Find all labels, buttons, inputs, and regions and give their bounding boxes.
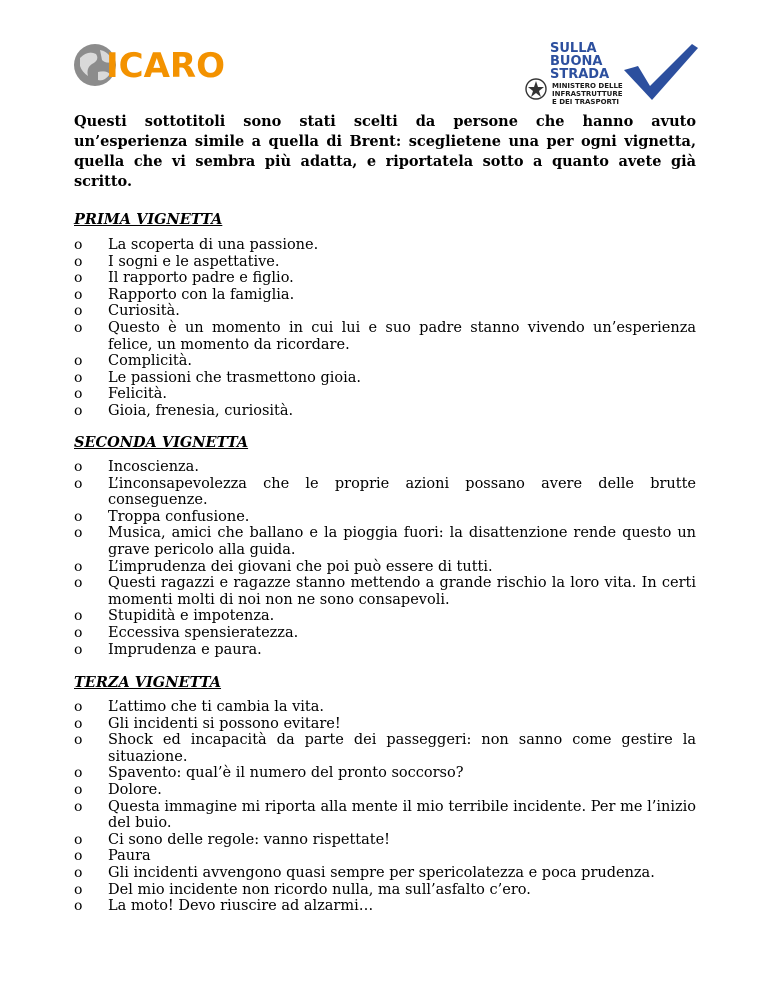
bullet-icon: o (74, 508, 83, 525)
republic-emblem-icon (524, 76, 548, 102)
bullet-icon: o (74, 881, 83, 898)
list-item (74, 403, 696, 420)
section-title-prima: PRIMA VIGNETTA (74, 211, 223, 228)
bullet-icon: o (74, 781, 83, 798)
list-item-text: L’attimo che ti cambia la vita. (108, 699, 324, 715)
list-item-text: Shock ed incapacità da parte dei passeggeri: non sanno come gestire la situazione. (108, 732, 696, 765)
bullet-icon: o (74, 831, 83, 848)
list-item-text: Rapporto con la famiglia. (108, 286, 295, 303)
bullet-icon: o (74, 286, 83, 303)
list-item (74, 303, 696, 320)
bullet-icon: o (74, 253, 83, 270)
bullet-icon: o (74, 699, 83, 715)
bullet-icon: o (74, 641, 83, 658)
list-item-text: La moto! Devo riuscire ad alzarmi… (108, 898, 374, 915)
bullet-icon: o (74, 715, 83, 732)
list-item-text: Questa immagine mi riporta alla mente il mio terribile incidente. Per me l’inizio del buio. (108, 798, 696, 832)
list-item-text: Gioia, frenesia, curiosità. (108, 402, 294, 419)
list-item (74, 386, 696, 403)
list-item-text: Incoscienza. (108, 459, 199, 475)
list-item (74, 848, 696, 865)
bullet-icon: o (74, 864, 83, 881)
list-item (74, 237, 696, 254)
list-item-text: Paura (108, 848, 151, 865)
list-item-text: Questo è un momento in cui lui e suo padre stanno vivendo un’esperienza felice, un momento da ricordare. (108, 319, 696, 353)
list-item (74, 782, 696, 799)
list-item-text: L’imprudenza dei giovani che poi può essere di tutti. (108, 558, 493, 575)
section-title-seconda: SECONDA VIGNETTA (74, 434, 249, 451)
bullet-icon: o (74, 369, 83, 386)
list-item (74, 625, 696, 642)
bullet-icon: o (74, 386, 83, 403)
list-item-text: Musica, amici che ballano e la pioggia fuori: la disattenzione rende questo un grave pericolo alla guida. (108, 525, 696, 558)
list-item-text: Eccessiva spensieratezza. (108, 624, 299, 641)
bullet-icon: o (74, 319, 83, 336)
list-item (74, 575, 696, 608)
bullet-icon: o (74, 237, 83, 253)
list-item (74, 559, 696, 576)
bullet-icon: o (74, 575, 83, 592)
list-item (74, 270, 696, 287)
list-item (74, 320, 696, 353)
section-title-terza: TERZA VIGNETTA (74, 674, 222, 691)
list-item (74, 699, 696, 716)
list-item-text: Imprudenza e paura. (108, 641, 262, 658)
list-item (74, 716, 696, 733)
sulla-buona-strada-logo (524, 38, 700, 104)
list-item-text: Felicità. (108, 386, 167, 403)
bullet-icon: o (74, 608, 83, 625)
bullet-icon: o (74, 624, 83, 641)
list-item-text: L’inconsapevolezza che le proprie azioni possano avere delle brutte conseguenze. (108, 475, 696, 509)
list-item (74, 898, 696, 915)
icaro-logo (72, 42, 224, 90)
bullet-icon: o (74, 475, 83, 492)
ministry-line-1: MINISTERO DELLE (552, 82, 623, 90)
list-item-text: Dolore. (108, 781, 162, 798)
list-item (74, 832, 696, 849)
list-prima-vignetta (74, 237, 696, 420)
bullet-icon: o (74, 898, 83, 915)
bullet-icon: o (74, 558, 83, 575)
list-item-text: Ci sono delle regole: vanno rispettate! (108, 831, 391, 848)
list-item (74, 642, 696, 659)
list-item (74, 254, 696, 271)
list-item-text: Il rapporto padre e figlio. (108, 270, 294, 287)
list-item-text: Spavento: qual’è il numero del pronto soccorso? (108, 765, 464, 782)
list-item (74, 765, 696, 782)
bullet-icon: o (74, 353, 83, 370)
list-item-text: I sogni e le aspettative. (108, 253, 280, 270)
ministry-line-2: INFRASTRUTTURE (552, 90, 623, 98)
bullet-icon: o (74, 798, 83, 815)
list-item (74, 370, 696, 387)
list-item (74, 608, 696, 625)
list-item (74, 287, 696, 304)
logo-line-1: SULLA (550, 41, 597, 56)
list-item-text: Le passioni che trasmettono gioia. (108, 369, 362, 386)
bullet-icon: o (74, 525, 83, 542)
list-item-text: Curiosità. (108, 303, 180, 320)
list-item (74, 799, 696, 832)
icaro-logo-text: ICARO (106, 46, 225, 86)
list-item (74, 732, 696, 765)
bullet-icon: o (74, 303, 83, 320)
list-item-text: Gli incidenti avvengono quasi sempre per spericolatezza e poca prudenza. (108, 864, 655, 881)
list-item (74, 525, 696, 558)
logo-line-3: STRADA (550, 67, 610, 82)
bullet-icon: o (74, 848, 83, 865)
list-item-text: Gli incidenti si possono evitare! (108, 715, 341, 732)
list-item-text: Complicità. (108, 353, 192, 370)
list-item (74, 476, 696, 509)
bullet-icon: o (74, 765, 83, 782)
list-item (74, 509, 696, 526)
list-item-text: Del mio incidente non ricordo nulla, ma sull’asfalto c’ero. (108, 881, 531, 898)
list-seconda-vignetta (74, 459, 696, 658)
list-item (74, 353, 696, 370)
list-item-text: Troppa confusione. (108, 508, 250, 525)
bullet-icon: o (74, 459, 83, 475)
list-item-text: Stupidità e impotenza. (108, 608, 275, 625)
list-item (74, 459, 696, 476)
bullet-icon: o (74, 732, 83, 749)
ministry-line-3: E DEI TRASPORTI (552, 98, 620, 106)
bullet-icon: o (74, 402, 83, 419)
checkmark-icon (616, 40, 700, 102)
list-item-text: La scoperta di una passione. (108, 237, 319, 253)
list-item-text: Questi ragazzi e ragazze stanno mettendo a grande rischio la loro vita. In certi momenti molti di noi non ne sono consapevoli. (108, 575, 696, 608)
bullet-icon: o (74, 270, 83, 287)
intro-paragraph: Questi sottotitoli sono stati scelti da persone che hanno avuto un’esperienza simile a quella di Brent: sceglietene una per ogni vignetta, quella che vi sembra più adatta, e riportatela sotto a quanto avete già scritto. (74, 113, 696, 190)
list-item (74, 882, 696, 899)
list-item (74, 865, 696, 882)
list-terza-vignetta (74, 699, 696, 915)
logo-line-2: BUONA (550, 54, 603, 69)
